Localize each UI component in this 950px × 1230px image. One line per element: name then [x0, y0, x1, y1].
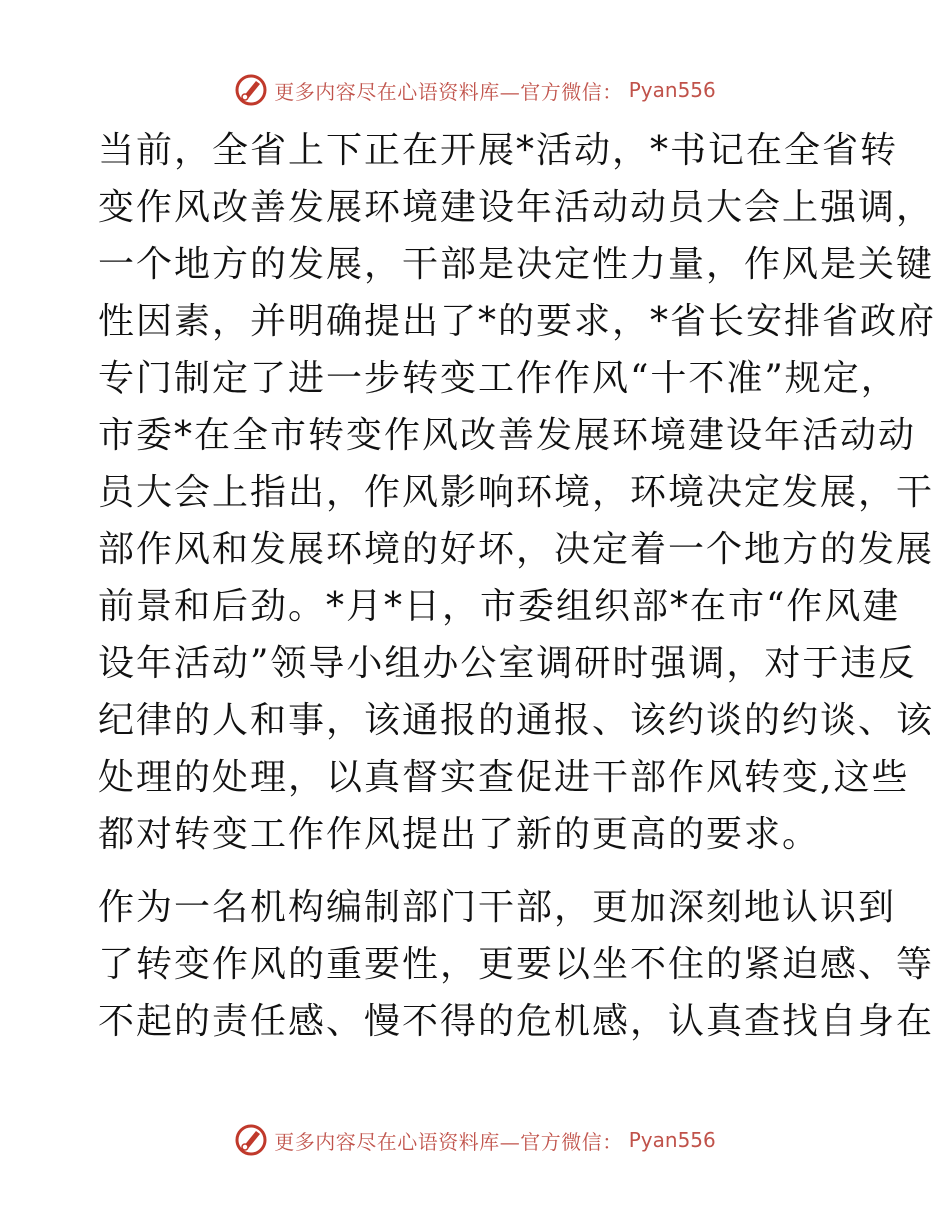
paragraph-gap: [98, 863, 858, 879]
text-line: 员大会上指出，作风影响环境，环境决定发展，干: [98, 472, 935, 513]
document-body: [98, 122, 937, 1050]
text-line: 专门制定了进一步转变工作作风“十不准”规定，: [98, 358, 899, 399]
text-line: 了转变作风的重要性，更要以坐不住的紧迫感、等: [98, 944, 935, 985]
text-line: 作为一名机构编制部门干部，更加深刻地认识到: [98, 887, 897, 928]
text-line: 部作风和发展环境的好坏，决定着一个地方的发展: [98, 529, 935, 570]
paragraph: [98, 879, 935, 1050]
header-banner: [0, 70, 950, 110]
banner-text: 更多内容尽在心语资料库—官方微信：: [274, 1129, 623, 1154]
banner-wechat-id: Pyan556: [628, 78, 716, 102]
text-line: 市委*在全市转变作风改善发展环境建设年活动动: [98, 415, 917, 456]
text-line: 性因素，并明确提出了*的要求，*省长安排省政府: [98, 301, 937, 342]
logo-icon: [234, 1123, 268, 1157]
text-line: 一个地方的发展，干部是决定性力量，作风是关键: [98, 244, 935, 285]
text-line: 设年活动”领导小组办公室调研时强调，对于违反: [98, 643, 917, 684]
footer-banner: [0, 1120, 950, 1160]
text-line: 前景和后劲。*月*日，市委组织部*在市“作风建: [98, 586, 901, 627]
text-line: 变作风改善发展环境建设年活动动员大会上强调，: [98, 187, 935, 228]
text-line: 处理的处理，以真督实查促进干部作风转变,这些: [98, 757, 910, 798]
paragraph: [98, 122, 937, 863]
logo-icon: [234, 73, 268, 107]
banner-wechat-id: Pyan556: [628, 1128, 716, 1152]
banner-text: 更多内容尽在心语资料库—官方微信：: [274, 79, 623, 104]
text-line: 都对转变工作作风提出了新的更高的要求。: [98, 814, 821, 855]
text-line: 当前，全省上下正在开展*活动，*书记在全省转: [98, 130, 899, 171]
text-line: 不起的责任感、慢不得的危机感，认真查找自身在: [98, 1001, 935, 1042]
text-line: 纪律的人和事，该通报的通报、该约谈的约谈、该: [98, 700, 935, 741]
